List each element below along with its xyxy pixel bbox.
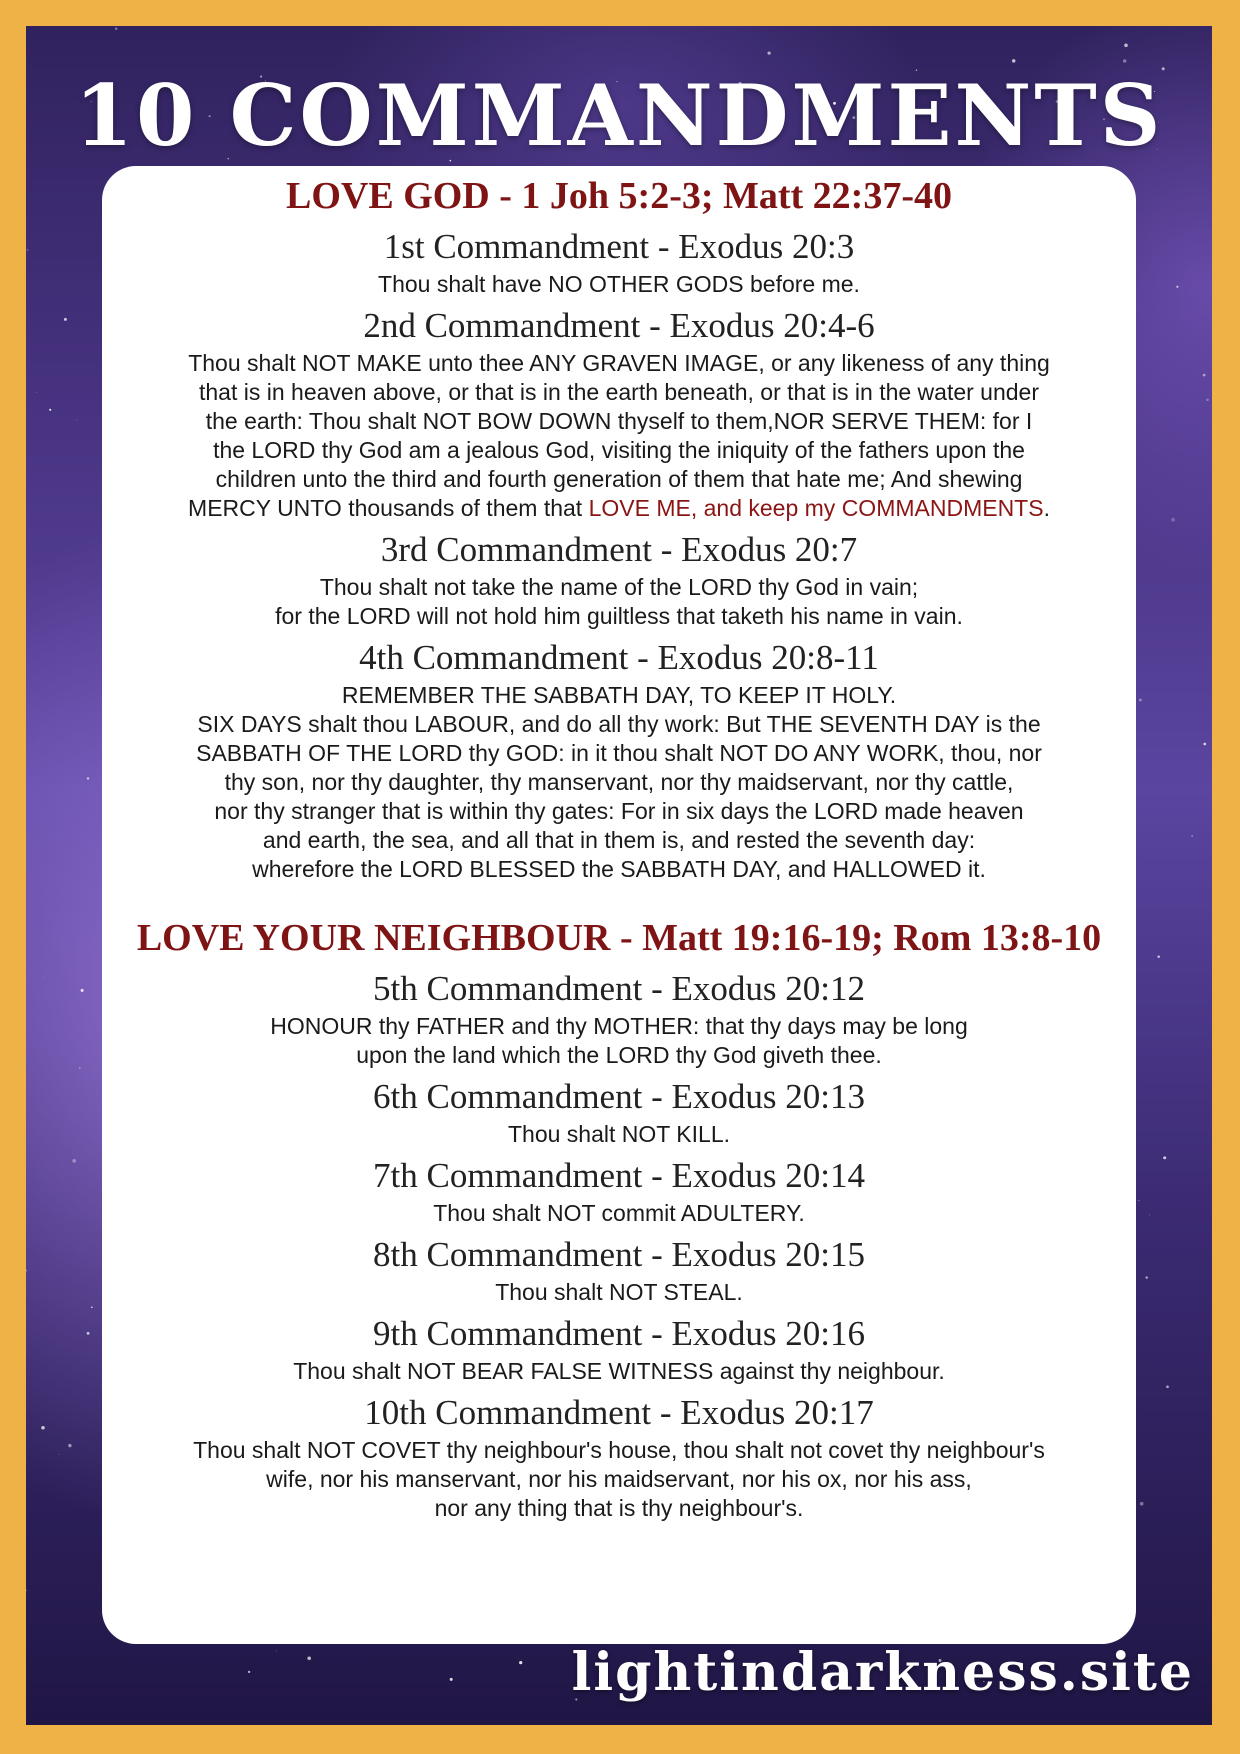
- card-content: [102, 172, 1136, 1523]
- commandment-2: [102, 303, 1136, 523]
- text-line: HONOUR thy FATHER and thy MOTHER: that thy days may be long: [270, 1013, 968, 1039]
- star: [79, 1067, 80, 1068]
- star: [1166, 1385, 1169, 1388]
- star: [450, 1678, 453, 1681]
- star: [43, 977, 44, 978]
- text-line: [112, 494, 1126, 523]
- star: [519, 1661, 522, 1664]
- commandment-10: [102, 1390, 1136, 1523]
- text-line: children unto the third and fourth generation of them that hate me; And shewing: [215, 466, 1023, 492]
- star: [27, 249, 29, 251]
- star: [81, 989, 84, 992]
- star: [1171, 518, 1175, 522]
- commandment-5: [102, 966, 1136, 1070]
- star: [87, 1332, 90, 1335]
- text-line: nor any thing that is thy neighbour's.: [434, 1495, 804, 1521]
- star: [26, 1590, 27, 1592]
- commandment-text: [112, 1120, 1126, 1149]
- commandment-text: [112, 1199, 1126, 1228]
- star: [91, 1306, 93, 1308]
- commandment-text: [112, 681, 1126, 884]
- commandment-6: [102, 1074, 1136, 1149]
- text-line: Thou shalt NOT COVET thy neighbour's house, thou shalt not covet thy neighbour's: [193, 1437, 1045, 1463]
- star: [72, 1159, 76, 1163]
- commandment-8: [102, 1232, 1136, 1307]
- commandment-text: [112, 270, 1126, 299]
- text-line: thy son, nor thy daughter, thy manservant, nor thy maidservant, nor thy cattle,: [224, 769, 1014, 795]
- star: [1124, 43, 1128, 47]
- star: [1139, 699, 1142, 702]
- text-line: Thou shalt NOT STEAL.: [495, 1279, 743, 1305]
- star: [1012, 59, 1016, 63]
- star: [41, 1426, 45, 1430]
- commandment-7: [102, 1153, 1136, 1228]
- star: [1163, 1156, 1166, 1159]
- commandment-3: [102, 527, 1136, 631]
- text-plain: MERCY UNTO thousands of them that: [188, 495, 589, 521]
- commandment-title: 1st Commandment - Exodus 20:3: [383, 227, 855, 266]
- text-line: Thou shalt NOT KILL.: [507, 1121, 730, 1147]
- star: [26, 1269, 27, 1271]
- text-line: SABBATH OF THE LORD thy GOD: in it thou shalt NOT DO ANY WORK, thou, nor: [196, 740, 1042, 766]
- text-line: Thou shalt NOT BEAR FALSE WITNESS against thy neighbour.: [293, 1358, 945, 1384]
- text-line: wife, nor his manservant, nor his maidservant, nor his ox, nor his ass,: [266, 1466, 972, 1492]
- page-title: 10 COMMANDMENTS: [74, 66, 1164, 165]
- star: [768, 52, 771, 55]
- star: [1123, 59, 1127, 63]
- star: [49, 409, 51, 411]
- star: [1176, 286, 1178, 288]
- star: [1140, 1502, 1144, 1506]
- commandment-title: 7th Commandment - Exodus 20:14: [373, 1156, 865, 1195]
- commandment-title: 10th Commandment - Exodus 20:17: [364, 1393, 874, 1432]
- star: [1146, 1276, 1148, 1278]
- star: [115, 27, 118, 30]
- text-plain-end: .: [1043, 495, 1050, 521]
- poster: [26, 26, 1212, 1725]
- commandments-card: [102, 166, 1136, 1644]
- star: [59, 1454, 60, 1455]
- star: [1203, 374, 1206, 377]
- site-url: lightindarkness.site: [571, 1642, 1194, 1703]
- commandment-text: [112, 1436, 1126, 1523]
- commandment-text: [112, 1278, 1126, 1307]
- star: [64, 318, 67, 321]
- star: [276, 1651, 277, 1652]
- text-line: wherefore the LORD BLESSED the SABBATH DAY, and HALLOWED it.: [252, 856, 986, 882]
- text-line: Thou shalt not take the name of the LORD thy God in vain;: [319, 574, 919, 600]
- commandment-title: 4th Commandment - Exodus 20:8-11: [359, 638, 879, 677]
- star: [248, 1671, 250, 1673]
- commandment-text: [112, 349, 1126, 523]
- text-line: nor thy stranger that is within thy gates: For in six days the LORD made heaven: [214, 798, 1024, 824]
- text-highlight: LOVE ME, and keep my COMMANDMENTS: [588, 495, 1044, 521]
- section-love-god: [102, 172, 1136, 884]
- commandment-title: 5th Commandment - Exodus 20:12: [373, 969, 865, 1008]
- text-line: Thou shalt NOT commit ADULTERY.: [433, 1200, 805, 1226]
- section-title: LOVE YOUR NEIGHBOUR - Matt 19:16-19; Rom 13:8-10: [136, 917, 1102, 959]
- star: [68, 1444, 71, 1447]
- commandment-title: 3rd Commandment - Exodus 20:7: [380, 530, 858, 569]
- commandment-1: [102, 224, 1136, 299]
- star: [1149, 1214, 1150, 1215]
- commandment-title: 2nd Commandment - Exodus 20:4-6: [363, 306, 875, 345]
- text-line: the earth: Thou shalt NOT BOW DOWN thyself to them,NOR SERVE THEM: for I: [205, 408, 1033, 434]
- star: [1206, 398, 1209, 401]
- star: [87, 777, 89, 779]
- commandment-title: 6th Commandment - Exodus 20:13: [373, 1077, 865, 1116]
- section-title: LOVE GOD - 1 Joh 5:2-3; Matt 22:37-40: [286, 175, 952, 217]
- commandment-title: 9th Commandment - Exodus 20:16: [373, 1314, 865, 1353]
- text-line: upon the land which the LORD thy God giveth thee.: [356, 1042, 882, 1068]
- text-line: that is in heaven above, or that is in the earth beneath, or that is in the water under: [198, 379, 1040, 405]
- text-line: REMEMBER THE SABBATH DAY, TO KEEP IT HOLY.: [341, 682, 897, 708]
- commandment-title: 8th Commandment - Exodus 20:15: [373, 1235, 865, 1274]
- star: [1157, 956, 1159, 958]
- text-line: the LORD thy God am a jealous God, visiting the iniquity of the fathers upon the: [213, 437, 1025, 463]
- commandment-text: [112, 1357, 1126, 1386]
- star: [1203, 743, 1206, 746]
- text-line: Thou shalt NOT MAKE unto thee ANY GRAVEN IMAGE, or any likeness of any thing: [188, 350, 1050, 376]
- text-line: for the LORD will not hold him guiltless that taketh his name in vain.: [275, 603, 963, 629]
- commandment-text: [112, 1012, 1126, 1070]
- commandment-text: [112, 573, 1126, 631]
- star: [1138, 1200, 1139, 1201]
- star: [307, 1657, 311, 1661]
- text-line: SIX DAYS shalt thou LABOUR, and do all thy work: But THE SEVENTH DAY is the: [197, 711, 1041, 737]
- commandment-4: [102, 635, 1136, 884]
- text-line: Thou shalt have NO OTHER GODS before me.: [378, 271, 860, 297]
- section-spacer: [102, 884, 1136, 914]
- text-line: and earth, the sea, and all that in them is, and rested the seventh day:: [262, 827, 976, 853]
- commandment-9: [102, 1311, 1136, 1386]
- star: [36, 392, 37, 393]
- star: [76, 419, 77, 420]
- star: [1191, 835, 1192, 836]
- section-love-neighbour: [102, 914, 1136, 1523]
